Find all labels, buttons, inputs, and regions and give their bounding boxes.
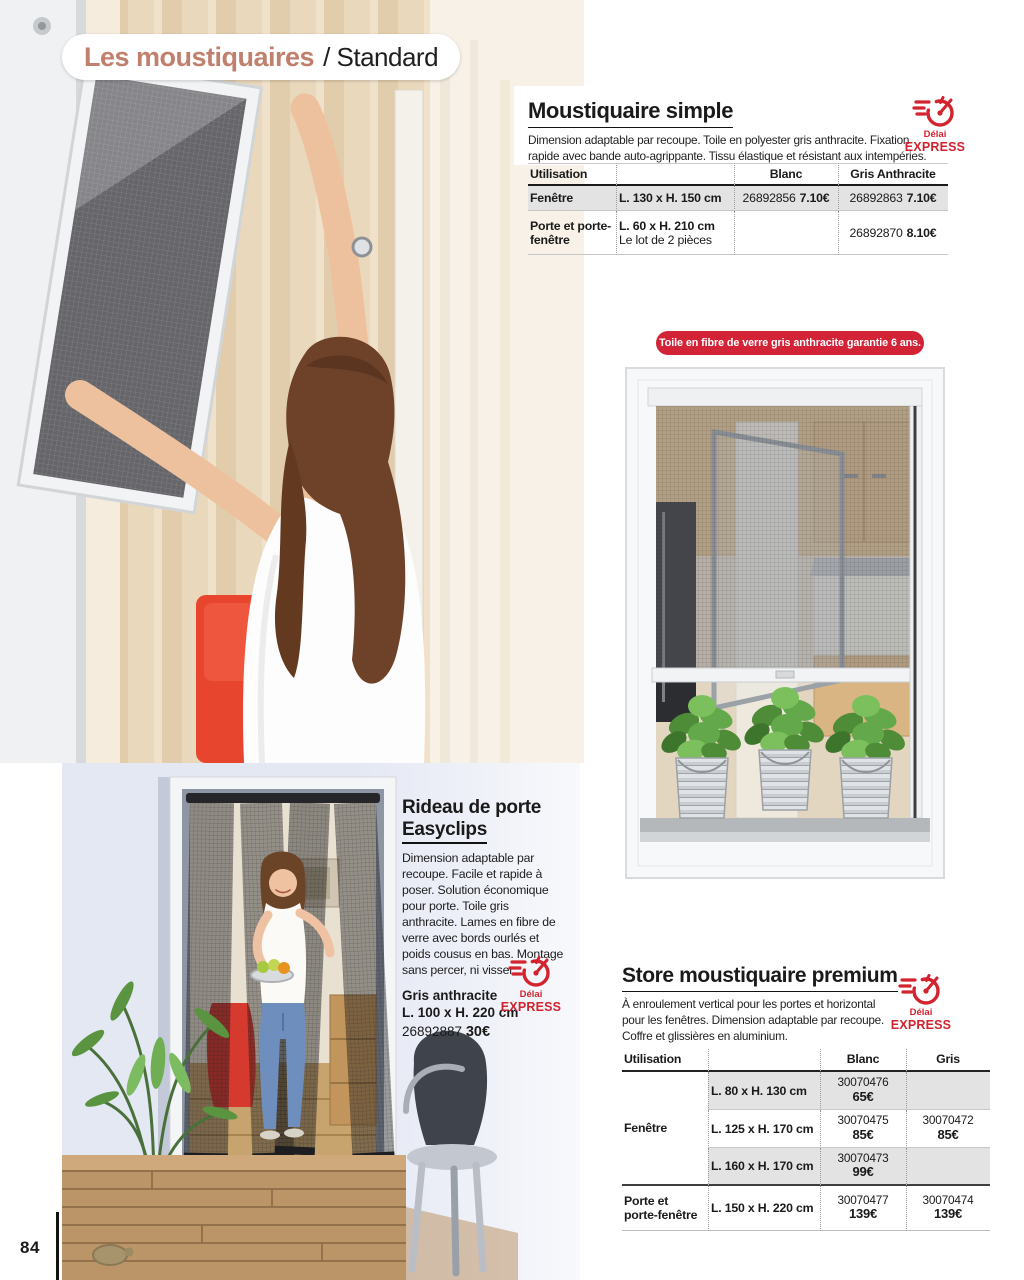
main-photo-woman-window — [0, 0, 584, 763]
price-cell-blanc — [820, 1186, 906, 1231]
product-code: 30070477 — [837, 1192, 889, 1207]
section-title — [402, 797, 572, 844]
product-code: 30070475 — [837, 1113, 889, 1128]
col-header-blanc: Blanc — [820, 1049, 906, 1072]
row-utilisation: Porte et porte-fenêtre — [528, 211, 616, 255]
product-price: 85€ — [937, 1126, 959, 1142]
row-dimension: L. 150 x H. 220 cm — [708, 1186, 820, 1231]
delai-express-badge — [888, 972, 954, 1032]
wooden-deck — [62, 1155, 518, 1280]
dimension-note: Le lot de 2 pièces — [619, 232, 712, 247]
price-line — [402, 1024, 572, 1040]
product-price: 7.10€ — [906, 191, 937, 205]
stopwatch-icon — [508, 954, 554, 988]
product-price: 139€ — [848, 1206, 878, 1222]
price-cell-gris — [906, 1186, 990, 1231]
price-cell-blanc — [820, 1072, 906, 1110]
premium-product-table — [622, 1049, 990, 1231]
row-dimension: L. 125 x H. 170 cm — [708, 1110, 820, 1148]
product-code: 30070472 — [922, 1113, 974, 1128]
product-price: 8.10€ — [906, 225, 937, 240]
price-cell-blanc — [820, 1148, 906, 1186]
col-header-dimension — [708, 1049, 820, 1072]
product-render-roller-screen-window — [618, 362, 952, 890]
row-dimension: L. 160 x H. 170 cm — [708, 1148, 820, 1186]
section-description — [622, 997, 884, 1044]
product-code: 26892887 — [402, 1023, 463, 1039]
section-title: Moustiquaire simple — [528, 98, 733, 128]
express-label-delai: Délai — [909, 1007, 933, 1018]
col-header-dimension — [616, 163, 734, 186]
product-price: 139€ — [933, 1206, 963, 1222]
guarantee-banner: Toile en fibre de verre gris anthracite garantie 6 ans. — [656, 331, 924, 355]
price-cell-gris — [906, 1110, 990, 1148]
col-header-utilisation: Utilisation — [528, 163, 616, 186]
row-dimension: L. 80 x H. 130 cm — [708, 1072, 820, 1110]
title-line2: Easyclips — [402, 819, 487, 845]
product-code: 26892863 — [849, 191, 903, 205]
dimension-value: L. 100 x H. 220 cm — [402, 1005, 519, 1021]
window-render-illustration — [618, 362, 952, 890]
page-title — [62, 34, 460, 80]
simple-product-table — [528, 163, 948, 255]
row-utilisation: Fenêtre — [528, 186, 616, 211]
color-label: Gris anthracite — [402, 988, 498, 1004]
page-title-accent: Les moustiquaires — [84, 41, 315, 72]
product-code: 30070474 — [922, 1192, 974, 1207]
product-price: 99€ — [852, 1164, 874, 1180]
product-price: 7.10€ — [799, 191, 830, 205]
stopwatch-icon — [898, 972, 944, 1006]
page-number: 84 — [20, 1238, 40, 1257]
group-label-porte: Porte et porte-fenêtre — [622, 1186, 708, 1231]
curtain-rail — [186, 793, 380, 803]
delai-express-badge — [902, 94, 968, 154]
express-label-express: EXPRESS — [904, 140, 966, 154]
express-label-express: EXPRESS — [500, 1000, 562, 1014]
product-code: 30070476 — [837, 1075, 889, 1090]
main-photo-illustration — [0, 0, 584, 763]
description-line: rapide avec bande auto-agrippante. Tissu élastique et résistant aux intempéries. — [528, 148, 927, 163]
stopwatch-icon — [912, 94, 958, 128]
product-code: 26892856 — [742, 191, 796, 205]
price-cell-gris — [838, 186, 948, 211]
price-cell-blanc-empty — [734, 211, 838, 255]
wrist-watch — [353, 238, 371, 256]
price-cell-blanc — [820, 1110, 906, 1148]
section-description: Dimension adaptable par recoupe. Facile et rapide à poser. Solution économique pour porte. Toile gris anthracite. Lames en fibre de verre avec bords ourlés et poids cousus en bas. Montage sans percer, ni visser. — [402, 851, 564, 978]
price-cell-blanc — [734, 186, 838, 211]
price-cell-gris-empty — [906, 1148, 990, 1186]
page-number-divider — [56, 1212, 59, 1280]
col-header-utilisation: Utilisation — [622, 1049, 708, 1072]
group-label-fenetre: Fenêtre — [622, 1072, 708, 1186]
section-store-premium — [622, 964, 898, 992]
product-price: 85€ — [852, 1126, 874, 1142]
col-header-blanc: Blanc — [734, 163, 838, 186]
roller-cassette — [648, 388, 922, 406]
page-title-rest: / Standard — [323, 41, 439, 72]
window-sill — [640, 818, 930, 832]
express-label-delai: Délai — [923, 129, 947, 140]
price-cell-gris — [838, 211, 948, 255]
product-code: 30070473 — [837, 1150, 889, 1165]
row-dimension — [616, 211, 734, 255]
description-line: Dimension adaptable par recoupe. Toile en polyester gris anthracite. Fixation — [528, 133, 910, 147]
description-line: pour les fenêtres. Dimension adaptable par recoupe. — [622, 1012, 885, 1027]
delai-express-badge — [498, 954, 564, 1014]
col-header-gris-anthracite: Gris Anthracite — [838, 163, 948, 186]
express-label-express: EXPRESS — [890, 1018, 952, 1032]
product-code: 26892870 — [849, 225, 903, 240]
title-line1: Rideau de porte — [402, 797, 542, 818]
dimension-value: L. 60 x H. 210 cm — [619, 218, 715, 233]
express-label-delai: Délai — [519, 989, 543, 1000]
description-line: Coffre et glissières en aluminium. — [622, 1028, 788, 1043]
section-title: Store moustiquaire premium — [622, 964, 898, 992]
product-price: 30€ — [465, 1023, 491, 1040]
description-line: À enroulement vertical pour les portes et horizontal — [622, 997, 876, 1011]
mosquito-roller-screen — [652, 406, 918, 682]
col-header-gris: Gris — [906, 1049, 990, 1072]
product-price: 65€ — [852, 1088, 874, 1104]
price-cell-gris-empty — [906, 1072, 990, 1110]
row-dimension: L. 130 x H. 150 cm — [616, 186, 734, 211]
